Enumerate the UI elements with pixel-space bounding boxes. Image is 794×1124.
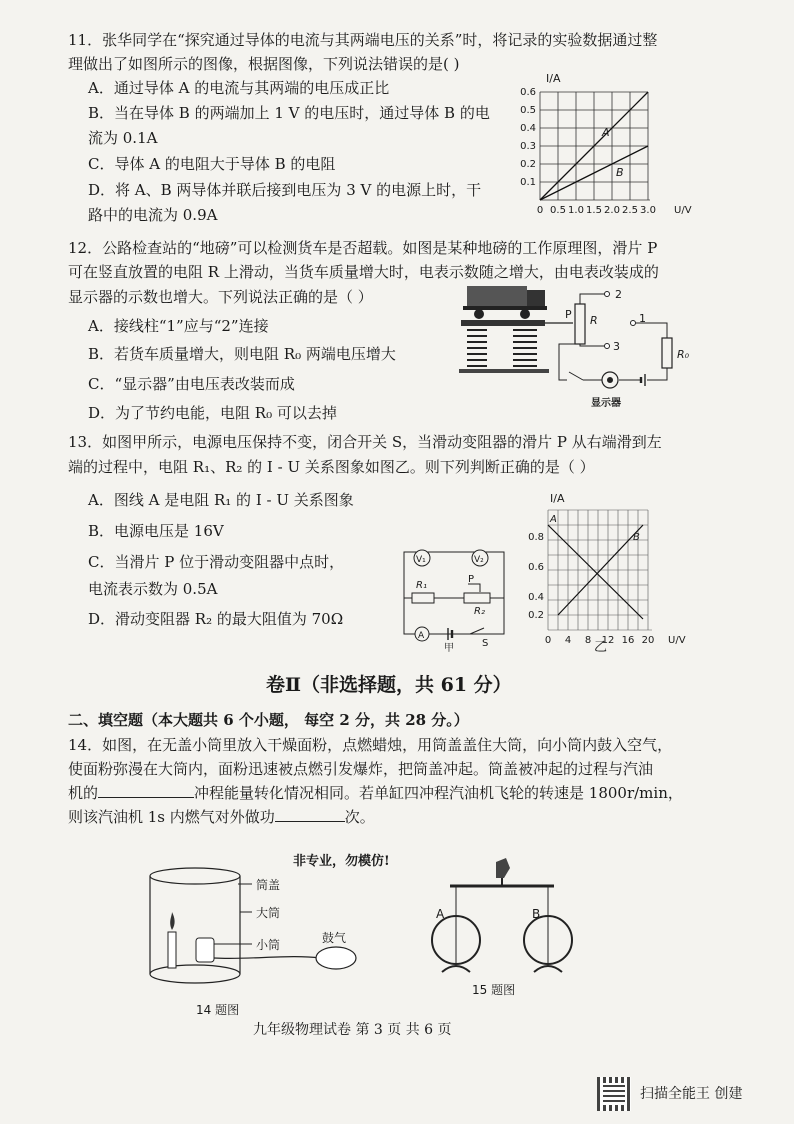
display-label: 显示器 [591,398,621,409]
candle [168,932,176,968]
ring-a-label: A [436,907,445,921]
switch [569,372,583,380]
q13-stem-line1: 13．如图甲所示，电源电压保持不变，闭合开关 S，当滑动变阻器的滑片 P 从右端滑到左 [68,433,662,451]
q11-option-a: A．通过导体 A 的电流与其两端的电压成正比 [88,79,390,97]
q13-line-a [548,525,643,619]
resistor-r0 [662,338,672,368]
q11-xtick: 0 [536,205,544,216]
q11-option-b-line2: 流为 0.1A [88,129,158,147]
big-cylinder-base [150,965,240,983]
q15-figure-caption: 15 题图 [472,983,516,997]
q13-xtick: 4 [564,635,572,646]
rheostat-r2 [464,593,490,603]
terminal-1 [631,321,636,326]
q11-xtick: 2.5 [622,205,638,216]
q11-stem-line2: 理做出了如图所示的图像，根据图像，下列说法错误的是( ) [68,55,460,73]
q12-stem-line3: 显示器的示数也增大。下列说法正确的是（ ） [68,288,373,306]
spring-left [467,330,487,366]
q11-ytick: 0.5 [520,105,536,116]
ground [459,369,549,373]
hand-icon [496,858,510,878]
q12-stem-line2: 可在竖直放置的电阻 R 上滑动，当货车质量增大时，电表示数随之增大，由电表改装成的 [68,263,659,281]
air-tube [214,957,320,959]
q14-blank-work-count[interactable] [275,807,345,822]
q14-text: 次。 [344,808,375,826]
ring-b-label: B [532,907,541,921]
q13-xtick: 16 [621,635,635,646]
q13-option-b: B．电源电压是 16V [88,522,224,540]
air-bulb [316,947,356,969]
q12-option-d: D．为了节约电能，电阻 R₀ 可以去掉 [88,404,337,422]
circuit-caption: 甲 [444,643,454,652]
q13-iu-graph-yi [520,490,700,650]
q14-stem-line3 [68,783,683,803]
part2-heading: 卷Ⅱ（非选择题，共 61 分） [266,674,512,696]
q13-option-d: D．滑动变阻器 R₂ 的最大阻值为 70Ω [88,610,344,628]
q12-option-b: B．若货车质量增大，则电阻 R₀ 两端电压增大 [88,345,396,363]
q11-option-b-line1: B．当在导体 B 的两端加上 1 V 的电压时，通过导体 B 的电 [88,104,490,122]
terminal-3-label: 3 [613,340,620,353]
q11-option-d-line1: D．将 A、B 两导体并联后接到电压为 3 V 的电源上时，干 [88,181,482,199]
q13-xtick: 20 [641,635,655,646]
q12-stem-line1: 12．公路检查站的“地磅”可以检测货车是否超载。如图是某种地磅的工作原理图，滑片 P [68,239,658,257]
flame-icon [170,912,174,930]
q13-ytick: 0.8 [528,532,544,543]
blow-air-label: 鼓气 [322,931,347,945]
resistor-r1 [412,593,434,603]
truck-illustration [463,286,547,319]
small-cylinder-label: 小筒 [256,938,281,952]
cylinder-lid [150,868,240,884]
page-footer: 九年级物理试卷 第 3 页 共 6 页 [253,1022,452,1038]
terminal-2 [605,292,610,297]
q14-text: 则该汽油机 1s 内燃气对外做功 [68,808,275,826]
resistor-r [575,304,585,344]
resistor-r1-label: R₁ [416,580,427,591]
wire [647,368,667,380]
q13-xtick: 8 [584,635,592,646]
q11-xtick: 2.0 [604,205,620,216]
q13-graph-xlabel: U/V [668,635,686,646]
q11-ytick: 0.1 [520,177,536,188]
q11-option-d-line2: 路中的电流为 0.9A [88,206,218,224]
resistor-r-label: R [590,314,598,327]
q11-iu-graph [510,70,700,218]
q14-dust-explosion-figure [140,862,400,1022]
wire [580,294,605,304]
big-cylinder-label: 大筒 [256,906,281,920]
lid-label: 筒盖 [256,878,281,892]
fill-in-section-title: 二、填空题（本大题共 6 个小题， 每空 2 分，共 28 分。） [68,711,469,729]
q13-stem-line2: 端的过程中，电阻 R₁、R₂ 的 I - U 关系图象如图乙。则下列判断正确的是（ ） [68,458,595,476]
voltmeter-v1-label: V₁ [416,555,426,565]
q14-stem-line1: 14．如图，在无盖小筒里放入干燥面粉，点燃蜡烛，用筒盖盖住大筒，向小筒内鼓入空气， [68,736,673,754]
q11-label-a: A [602,126,610,139]
q11-ytick: 0.2 [520,159,536,170]
q13-xtick: 0 [544,635,552,646]
stand-b [534,966,562,972]
q13-label-a: A [550,514,557,525]
rheostat-r2-label: R₂ [474,606,485,617]
terminal-3 [605,344,610,349]
q11-xtick: 3.0 [640,205,656,216]
small-cylinder [196,938,214,962]
q13-ytick: 0.2 [528,610,544,621]
q11-graph-ylabel: I/A [546,72,561,85]
q13-option-a: A．图线 A 是电阻 R₁ 的 I - U 关系图象 [88,491,354,509]
q13-circuit-jia [388,540,516,652]
switch-s [470,628,484,634]
q13-graph-caption: 乙 [594,640,608,655]
weighbridge-platform [461,320,545,326]
qr-code-icon [597,1077,631,1111]
ammeter-label: A [418,631,425,641]
q11-xtick: 1.5 [586,205,602,216]
scanner-watermark: 扫描全能王 创建 [640,1086,743,1102]
q14-blank-stroke[interactable] [98,783,194,798]
q14-text: 冲程能量转化情况相同。若单缸四冲程汽油机飞轮的转速是 1800r/min， [194,784,683,802]
q14-stem-line2: 使面粉弥漫在大筒内，面粉迅速被点燃引发爆炸，把筒盖冲起。筒盖被冲起的过程与汽油 [68,760,654,778]
spring-right [513,330,537,366]
q12-option-a: A．接线柱“1”应与“2”连接 [88,317,269,335]
q14-figure-caption: 14 题图 [196,1003,240,1017]
q15-balance-figure [422,856,582,1006]
voltmeter-v2-label: V₂ [474,555,484,565]
terminal-1-label: 1 [639,312,646,325]
q12-option-c: C．“显示器”由电压表改装而成 [88,375,295,393]
slider-p-label: P [565,308,572,321]
q14-text: 机的 [68,784,99,802]
q11-xtick: 1.0 [568,205,584,216]
slider-p-label: P [468,574,475,585]
q11-ytick: 0.4 [520,123,536,134]
q11-xtick: 0.5 [550,205,566,216]
q15-warning: 非专业，勿模仿! [293,854,390,869]
switch-s-label: S [482,638,489,649]
stand-a [442,966,470,972]
display-meter-dot [607,377,613,383]
q13-option-c-line2: 电流表示数为 0.5A [88,580,218,598]
q11-stem-line1: 11．张华同学在“探究通过导体的电流与其两端电压的关系”时，将记录的实验数据通过整 [68,31,658,49]
q13-ytick: 0.6 [528,562,544,573]
q11-ytick: 0.6 [520,87,536,98]
q13-xtick: 12 [601,635,615,646]
q14-stem-line4 [68,807,375,827]
q13-option-c-line1: C．当滑片 P 位于滑动变阻器中点时， [88,553,345,571]
q13-ytick: 0.4 [528,592,544,603]
q11-graph-xlabel: U/V [674,205,692,216]
resistor-r0-label: R₀ [677,348,690,361]
slider [468,584,480,592]
q12-weighbridge-figure [455,276,705,412]
q13-graph-ylabel: I/A [550,492,565,505]
q11-label-b: B [616,166,624,179]
q11-option-c: C．导体 A 的电阻大于导体 B 的电阻 [88,155,336,173]
q13-label-b: B [633,532,640,543]
wire [636,323,667,338]
q11-ytick: 0.3 [520,141,536,152]
terminal-2-label: 2 [615,288,622,301]
